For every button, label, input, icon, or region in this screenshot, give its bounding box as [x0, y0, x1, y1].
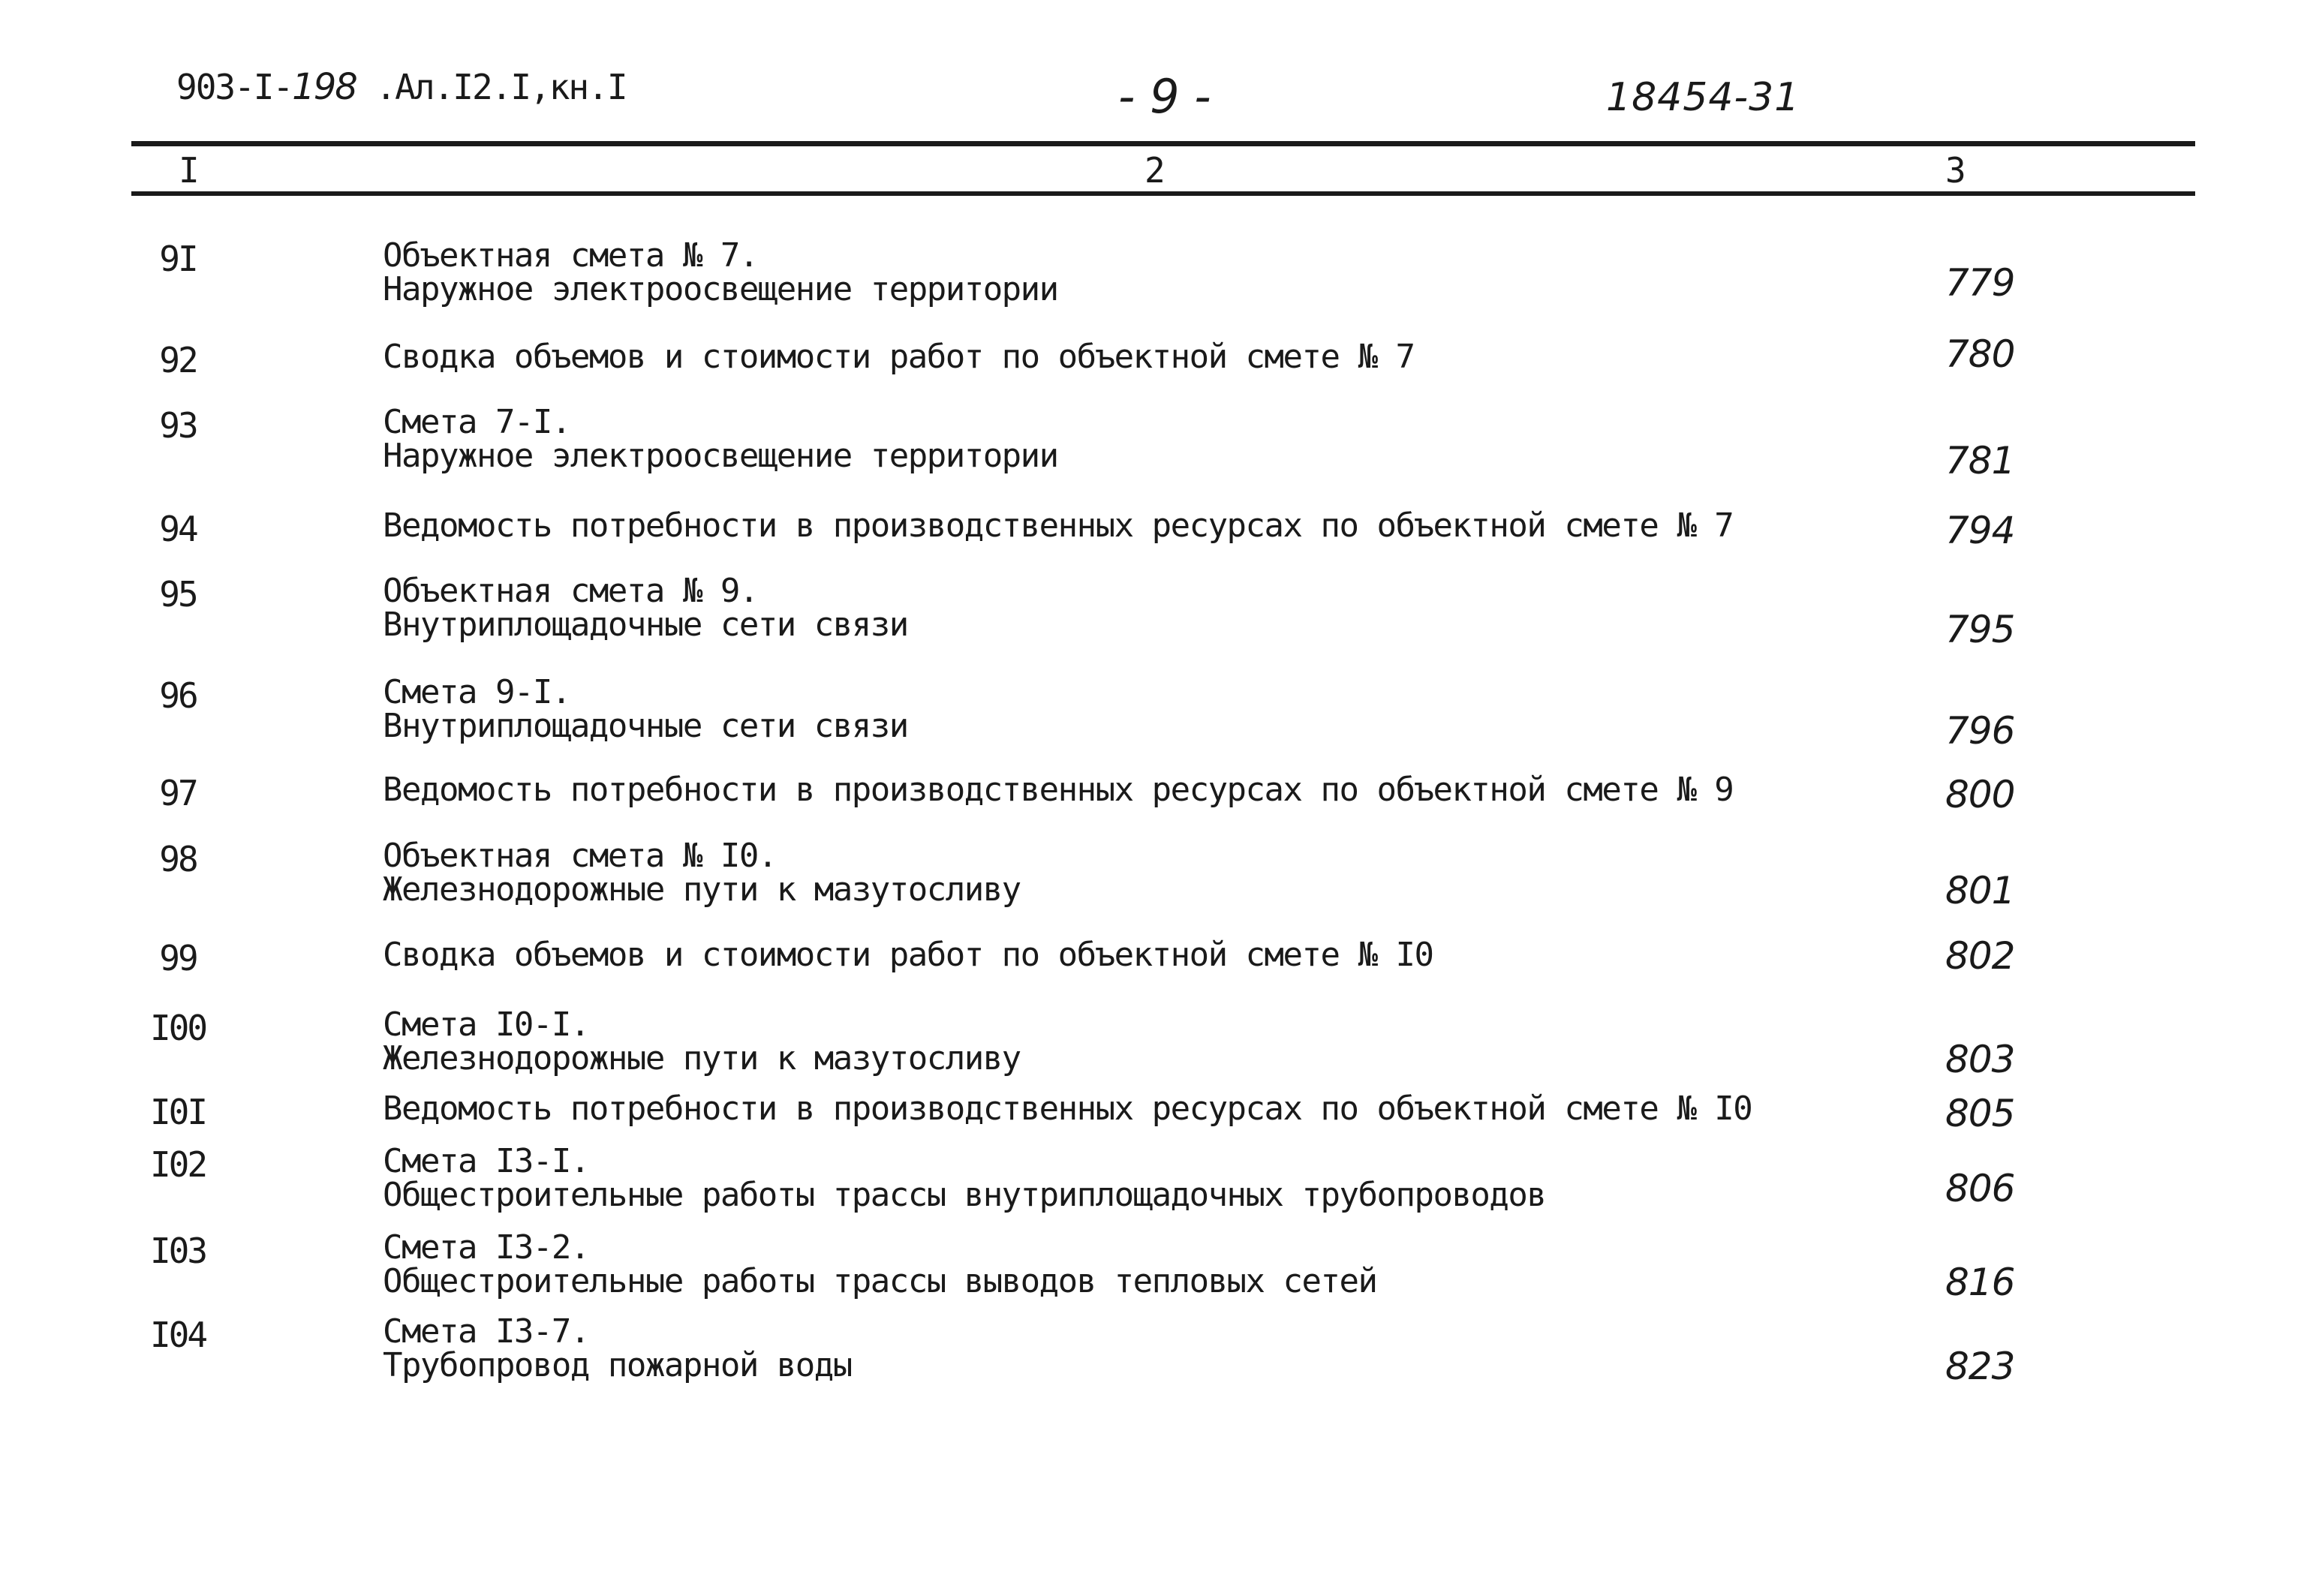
table-top-rule [131, 141, 2195, 146]
row-page-number: 781 [1945, 439, 2015, 482]
row-description [383, 1144, 1545, 1212]
document-reference: .Ал.I2.I,кн.I [356, 67, 627, 107]
row-description-line: Объектная смета № 9. [383, 572, 758, 610]
row-description-line: Наружное электроосвещение территории [383, 437, 1058, 475]
row-description-line: Смета I3-2. [383, 1228, 589, 1267]
row-description-line: Сводка объемов и стоимости работ по объектной смете № 7 [383, 338, 1415, 376]
row-page-number: 805 [1945, 1092, 2015, 1135]
row-description [383, 675, 908, 743]
row-number: I00 [149, 1008, 206, 1048]
row-description [383, 938, 1433, 972]
row-description-line: Железнодорожные пути к мазутосливу [383, 870, 1021, 909]
column-header-1: I [179, 150, 200, 191]
row-page-number: 800 [1945, 773, 2015, 816]
row-description-line: Ведомость потребности в производственных ресурсах по объектной смете № 7 [383, 506, 1734, 545]
row-number: 97 [159, 773, 197, 813]
row-description [383, 574, 908, 642]
row-description [383, 1092, 1752, 1126]
row-page-number: 779 [1945, 261, 2015, 305]
row-description-line: Ведомость потребности в производственных ресурсах по объектной смете № I0 [383, 1090, 1752, 1128]
document-code-printed: 903-I- [176, 67, 293, 107]
row-number: 9I [159, 239, 197, 279]
row-page-number: 801 [1945, 869, 2015, 912]
row-number: 93 [159, 405, 197, 446]
row-page-number: 806 [1945, 1167, 2015, 1210]
row-description-line: Внутриплощадочные сети связи [383, 707, 908, 745]
row-description-line: Смета 9-I. [383, 673, 570, 711]
row-description [383, 1005, 1021, 1078]
row-description-line: Общестроительные работы трассы выводов тепловых сетей [383, 1262, 1377, 1300]
row-description [383, 1312, 852, 1384]
row-description-line: Объектная смета № I0. [383, 837, 777, 875]
row-description [383, 506, 1734, 545]
document-code-handwritten: 198 [292, 66, 356, 108]
archive-number: 18454-31 [1606, 75, 1800, 120]
row-number: 92 [159, 340, 197, 380]
row-description [383, 1228, 1377, 1300]
row-page-number: 780 [1945, 332, 2015, 376]
column-header-2: 2 [1144, 150, 1166, 191]
column-header-3: 3 [1945, 150, 1966, 191]
table-header-rule [131, 191, 2195, 196]
row-number: 96 [159, 675, 197, 716]
row-number: 99 [159, 938, 197, 978]
row-description-line: Смета I3-I. [383, 1142, 589, 1180]
page-marker: - 9 - [1118, 69, 1211, 124]
row-description-line: Наружное электроосвещение территории [383, 270, 1058, 308]
row-description [383, 340, 1414, 374]
row-description [383, 236, 1058, 308]
row-page-number: 795 [1945, 608, 2015, 651]
row-page-number: 802 [1945, 934, 2015, 978]
row-number: 94 [159, 509, 197, 549]
row-description [383, 773, 1733, 807]
row-description-line: Ведомость потребности в производственных ресурсах по объектной смете № 9 [383, 771, 1734, 809]
row-page-number: 794 [1945, 509, 2015, 552]
row-number: I04 [149, 1315, 206, 1355]
row-page-number: 803 [1945, 1038, 2015, 1081]
row-page-number: 796 [1945, 709, 2015, 753]
row-number: 98 [159, 839, 197, 879]
document-code [176, 66, 627, 108]
row-description-line: Внутриплощадочные сети связи [383, 606, 908, 644]
row-number: 95 [159, 574, 197, 615]
row-number: I02 [149, 1144, 206, 1185]
row-description-line: Смета I3-7. [383, 1312, 589, 1351]
row-description [383, 405, 1058, 473]
row-description-line: Железнодорожные пути к мазутосливу [383, 1039, 1021, 1078]
row-number: I03 [149, 1231, 206, 1271]
row-description-line: Смета I0-I. [383, 1005, 589, 1044]
row-description-line: Трубопровод пожарной воды [383, 1346, 852, 1384]
row-page-number: 823 [1945, 1345, 2015, 1388]
row-description-line: Объектная смета № 7. [383, 236, 758, 275]
row-number: I0I [149, 1092, 206, 1132]
row-description-line: Общестроительные работы трассы внутриплощадочных трубопроводов [383, 1176, 1546, 1214]
row-page-number: 816 [1945, 1261, 2015, 1304]
row-description-line: Смета 7-I. [383, 403, 570, 441]
row-description-line: Сводка объемов и стоимости работ по объектной смете № I0 [383, 936, 1433, 974]
row-description [383, 837, 1021, 909]
